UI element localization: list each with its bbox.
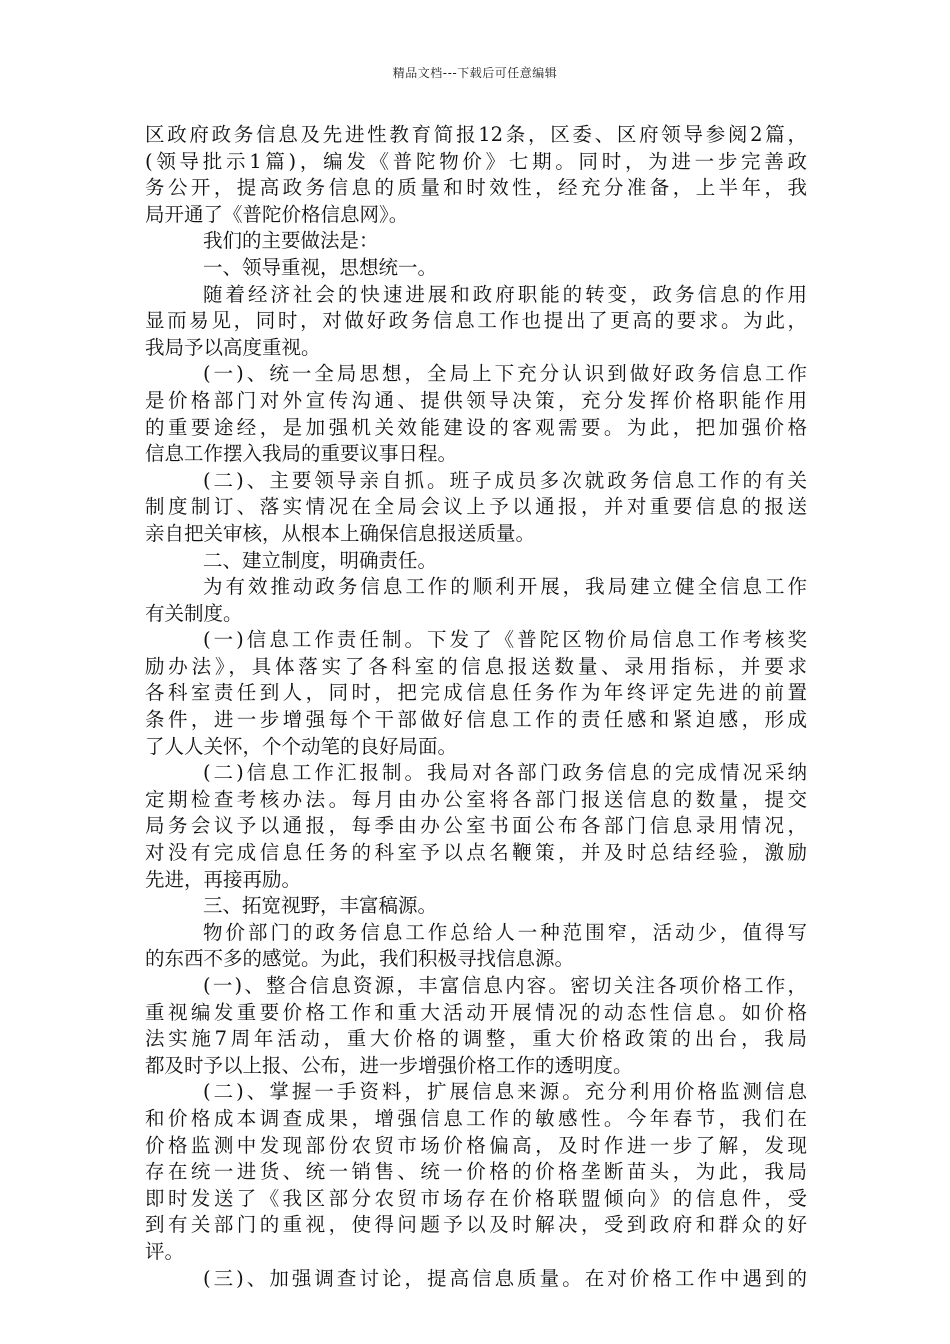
text-line: (一)信息工作责任制。下发了《普陀区物价局信息工作考核奖 <box>203 628 807 652</box>
text-line: 条件，进一步增强每个干部做好信息工作的责任感和紧迫感，形成 <box>145 708 807 732</box>
text-line: 信息工作摆入我局的重要议事日程。 <box>145 442 458 466</box>
text-line: (一)、统一全局思想，全局上下充分认识到做好政务信息工作 <box>203 362 807 386</box>
text-line: 我们的主要做法是： <box>203 229 379 253</box>
text-line: 务公开，提高政务信息的质量和时效性，经充分准备，上半年，我 <box>145 176 807 200</box>
text-line: 了人人关怀，个个动笔的良好局面。 <box>145 734 458 758</box>
text-line: 有关制度。 <box>145 601 243 625</box>
text-line: 是价格部门对外宣传沟通、提供领导决策，充分发挥价格职能作用 <box>145 388 807 412</box>
text-line: 励办法》，具体落实了各科室的信息报送数量、录用指标，并要求 <box>145 654 807 678</box>
text-line: 存在统一进货、统一销售、统一价格的价格垄断苗头，为此，我局 <box>145 1160 807 1184</box>
document-body <box>145 122 807 1292</box>
text-line: 随着经济社会的快速进展和政府职能的转变，政务信息的作用 <box>203 282 807 306</box>
page-header: 精品文档---下载后可任意编辑 <box>392 66 558 80</box>
text-line: 一、领导重视，思想统一。 <box>203 255 438 279</box>
text-line: 重视编发重要价格工作和重大活动开展情况的动态性信息。如价格 <box>145 1000 807 1024</box>
text-line: 即时发送了《我区部分农贸市场存在价格联盟倾向》的信息件，受 <box>145 1186 807 1210</box>
text-line: (一)、整合信息资源，丰富信息内容。密切关注各项价格工作， <box>203 974 807 997</box>
text-line: 物价部门的政务信息工作总给人一种范围窄，活动少，值得写 <box>203 920 807 944</box>
text-line: 的东西不多的感觉。为此，我们积极寻找信息源。 <box>145 947 575 971</box>
text-line: 到有关部门的重视，使得问题予以及时解决，受到政府和群众的好 <box>145 1213 807 1237</box>
text-line: 都及时予以上报、公布，进一步增强价格工作的透明度。 <box>145 1053 633 1077</box>
text-line: (三)、加强调查讨论，提高信息质量。在对价格工作中遇到的 <box>203 1266 807 1290</box>
text-line: (二)、掌握一手资料，扩展信息来源。充分利用价格监测信息 <box>203 1080 807 1104</box>
text-line: 法实施7周年活动，重大价格的调整，重大价格政策的出台，我局 <box>145 1027 807 1051</box>
text-line: 各科室责任到人，同时，把完成信息任务作为年终评定先进的前置 <box>145 681 807 705</box>
text-line: 先进，再接再励。 <box>145 867 302 891</box>
text-line: 定期检查考核办法。每月由办公室将各部门报送信息的数量，提交 <box>145 787 807 811</box>
text-line: 三、拓宽视野，丰富稿源。 <box>203 894 438 918</box>
text-line: 的重要途经，是加强机关效能建设的客观需要。为此，把加强价格 <box>145 415 807 439</box>
text-line: (领导批示1篇)，编发《普陀物价》七期。同时，为进一步完善政 <box>145 149 807 173</box>
text-line: 评。 <box>145 1239 185 1263</box>
text-line: (二)信息工作汇报制。我局对各部门政务信息的完成情况采纳 <box>203 761 807 785</box>
text-line: 为有效推动政务信息工作的顺利开展，我局建立健全信息工作 <box>203 575 807 599</box>
text-line: 亲自把关审核，从根本上确保信息报送质量。 <box>145 521 536 545</box>
text-line: 价格监测中发现部份农贸市场价格偏高，及时作进一步了解，发现 <box>145 1133 807 1157</box>
text-line: (二)、主要领导亲自抓。班子成员多次就政务信息工作的有关 <box>203 468 807 492</box>
text-line: 局开通了《普陀价格信息网》。 <box>145 202 409 226</box>
text-line: 局务会议予以通报，每季由办公室书面公布各部门信息录用情况， <box>145 814 807 838</box>
text-line: 显而易见，同时，对做好政务信息工作也提出了更高的要求。为此， <box>145 309 807 333</box>
text-line: 对没有完成信息任务的科室予以点名鞭策，并及时总结经验，激励 <box>145 841 807 865</box>
text-line: 我局予以高度重视。 <box>145 335 321 359</box>
text-line: 和价格成本调查成果，增强信息工作的敏感性。今年春节，我们在 <box>145 1106 807 1130</box>
text-line: 制度制订、落实情况在全局会议上予以通报，并对重要信息的报送 <box>145 495 807 519</box>
text-line: 区政府政务信息及先进性教育简报12条，区委、区府领导参阅2篇， <box>145 123 807 146</box>
text-line: 二、建立制度，明确责任。 <box>203 548 438 572</box>
